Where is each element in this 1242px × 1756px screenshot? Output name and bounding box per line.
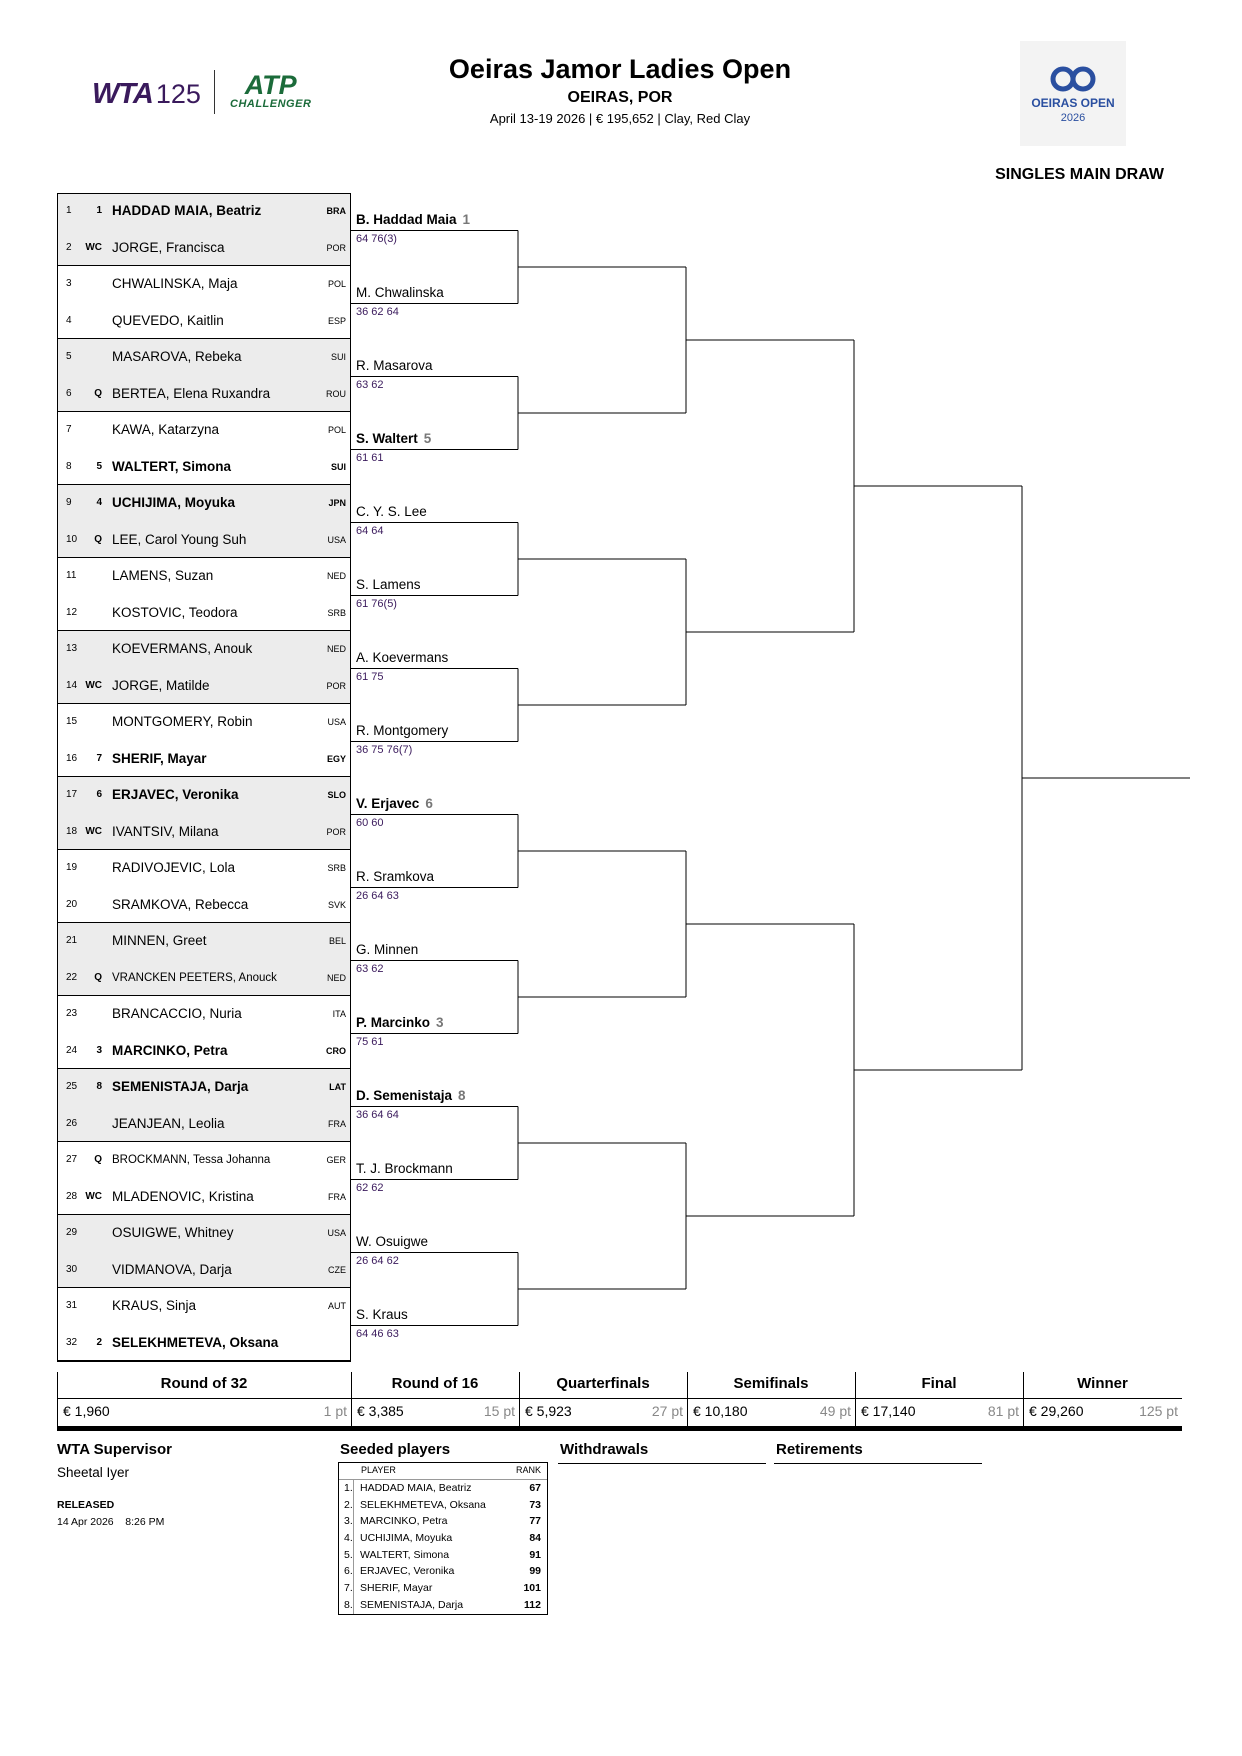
seed-player-name: MARCINKO, Petra [360, 1515, 448, 1528]
draw-position: 1 [66, 205, 72, 216]
prize-round-header: Final [921, 1375, 957, 1392]
draw-position: 14 [66, 679, 78, 691]
player-name: SHERIF, Mayar [112, 750, 207, 766]
prize-round-header: Semifinals [733, 1375, 809, 1392]
player-row [57, 960, 350, 997]
draw-position: 10 [66, 533, 78, 545]
player-nationality: USA [327, 534, 346, 545]
draw-position: 32 [66, 1336, 78, 1348]
player-name: MASAROVA, Rebeka [112, 349, 242, 364]
seeded-col-player: PLAYER [361, 1465, 396, 1475]
released-date: 14 Apr 2026 8:26 PM [57, 1516, 165, 1528]
player-name: JORGE, Matilde [112, 677, 210, 693]
draw-position: 28 [66, 1190, 78, 1202]
entry-status: Q [94, 533, 102, 545]
draw-position: 26 [66, 1117, 78, 1129]
seed-rank: 101 [523, 1582, 541, 1595]
prize-money: € 3,385 [357, 1403, 404, 1419]
entry-status: WC [85, 825, 102, 837]
r16-player-name: W. Osuigwe [356, 1233, 429, 1249]
draw-position: 5 [66, 351, 72, 362]
r16-seed: 3 [436, 1014, 444, 1030]
entry-status: Q [94, 971, 102, 983]
seeded-table-header [339, 1463, 547, 1480]
draw-position: 31 [66, 1300, 78, 1311]
player-nationality: SVK [327, 899, 346, 910]
draw-position: 9 [66, 497, 72, 508]
r16-score: 26 64 62 [356, 1254, 399, 1267]
prize-money: € 10,180 [693, 1403, 748, 1419]
draw-position: 13 [66, 643, 78, 654]
seed-row [339, 1563, 547, 1580]
entry-status: Q [94, 387, 102, 399]
draw-position: 19 [66, 862, 78, 873]
player-name: CHWALINSKA, Maja [112, 276, 238, 291]
r16-player [356, 431, 431, 446]
wta-logo-number: 125 [155, 79, 201, 109]
r16-player [356, 1015, 444, 1030]
seed-player-name: SEMENISTAJA, Darja [360, 1598, 464, 1611]
draw-position: 7 [66, 424, 72, 435]
player-row [57, 449, 350, 486]
player-name: SEMENISTAJA, Darja [112, 1079, 249, 1094]
seed-number: 1. [344, 1482, 353, 1494]
entry-status: WC [85, 1190, 102, 1202]
r16-player [356, 577, 421, 592]
player-row [57, 1106, 350, 1143]
prize-money: € 29,260 [1029, 1403, 1084, 1419]
player-name: SRAMKOVA, Rebecca [112, 896, 249, 912]
seed-number: 3. [344, 1515, 353, 1528]
prize-col-divider [855, 1372, 856, 1426]
seed-row [339, 1597, 547, 1614]
prize-col-divider [687, 1372, 688, 1426]
player-nationality: NED [326, 644, 346, 654]
seed-number: 7. [344, 1582, 353, 1595]
seed-player-name: HADDAD MAIA, Beatriz [360, 1482, 472, 1494]
r16-score: 26 64 63 [356, 889, 399, 902]
prize-money: € 1,960 [63, 1403, 110, 1419]
r16-seed: 6 [425, 795, 433, 811]
entry-status: 6 [96, 789, 102, 800]
player-nationality: SUI [330, 461, 346, 472]
prize-points: 81 pt [987, 1403, 1019, 1419]
player-nationality: BEL [328, 936, 346, 946]
seed-number: 2. [344, 1498, 353, 1511]
player-row [57, 1215, 350, 1252]
r16-player [356, 1161, 453, 1176]
supervisor-label: WTA Supervisor [57, 1441, 173, 1458]
player-name: IVANTSIV, Milana [112, 823, 219, 839]
player-nationality: USA [327, 1228, 346, 1238]
player-name: KRAUS, Sinja [112, 1298, 197, 1313]
player-nationality: NED [326, 972, 346, 983]
r16-score: 63 62 [356, 378, 384, 391]
player-row [57, 193, 350, 230]
retirements-underline [774, 1463, 982, 1464]
r16-player [356, 796, 433, 811]
player-row [57, 1325, 350, 1362]
player-row [57, 704, 350, 741]
supervisor-name: Sheetal Iyer [57, 1465, 130, 1480]
entry-status: 2 [96, 1336, 102, 1348]
player-name: MONTGOMERY, Robin [112, 714, 253, 729]
player-name: JORGE, Francisca [112, 239, 225, 255]
player-name: BROCKMANN, Tessa Johanna [112, 1154, 271, 1166]
draw-position: 23 [66, 1008, 78, 1019]
prize-round-header: Winner [1077, 1375, 1128, 1392]
draw-position: 20 [66, 898, 78, 910]
player-row [57, 887, 350, 924]
player-nationality: ITA [332, 1009, 346, 1019]
player-row [57, 1142, 350, 1179]
r16-player-name: D. Semenistaja [356, 1087, 453, 1103]
r16-player-name: R. Sramkova [356, 868, 435, 884]
r16-score: 75 61 [356, 1035, 384, 1048]
draw-position: 30 [66, 1263, 78, 1275]
player-nationality: POR [326, 680, 346, 691]
r16-player-name: S. Kraus [356, 1306, 408, 1322]
player-nationality: NED [326, 571, 346, 581]
seed-row [339, 1530, 547, 1547]
seed-player-name: UCHIJIMA, Moyuka [360, 1532, 453, 1545]
draw-position: 3 [66, 278, 72, 289]
player-name: MINNEN, Greet [112, 933, 207, 948]
player-name: SELEKHMETEVA, Oksana [112, 1334, 279, 1350]
entry-status: Q [94, 1154, 102, 1165]
player-name: VRANCKEN PEETERS, Anouck [112, 971, 277, 984]
r16-player [356, 1088, 466, 1103]
player-row [57, 522, 350, 559]
r16-seed: 8 [458, 1087, 466, 1103]
player-nationality: FRA [328, 1118, 346, 1129]
player-nationality: CRO [326, 1045, 346, 1056]
round32-list [57, 193, 350, 1361]
seed-rank: 112 [524, 1598, 541, 1611]
r16-score: 64 64 [356, 524, 384, 537]
player-row [57, 339, 350, 376]
player-name: HADDAD MAIA, Beatriz [112, 203, 262, 218]
r16-player-name: A. Koevermans [356, 649, 449, 665]
seed-row [339, 1497, 547, 1514]
logo-divider [214, 70, 215, 114]
withdrawals-underline [558, 1463, 766, 1464]
player-name: WALTERT, Simona [112, 458, 232, 474]
r16-player-name: V. Erjavec [356, 795, 420, 811]
prize-points: 1 pt [323, 1403, 347, 1419]
player-row [57, 230, 350, 267]
draw-position: 21 [66, 935, 78, 946]
player-nationality: JPN [328, 498, 346, 508]
r16-score: 36 75 76(7) [356, 743, 413, 756]
prize-money: € 5,923 [525, 1403, 572, 1419]
player-name: VIDMANOVA, Darja [112, 1261, 232, 1277]
r16-score: 64 46 63 [356, 1327, 399, 1340]
player-name: LEE, Carol Young Suh [112, 531, 247, 547]
entry-status: 7 [96, 752, 102, 764]
prize-header-line [57, 1398, 1182, 1399]
withdrawals-label: Withdrawals [560, 1441, 649, 1458]
prize-round-header: Round of 32 [160, 1375, 248, 1392]
player-name: MLADENOVIC, Kristina [112, 1188, 254, 1204]
entry-status: 5 [96, 460, 102, 472]
player-name: BERTEA, Elena Ruxandra [112, 385, 271, 401]
player-nationality: SLO [327, 790, 346, 800]
prize-points: 49 pt [819, 1403, 851, 1419]
player-row [57, 485, 350, 522]
seed-row [339, 1547, 547, 1564]
r16-player-name: S. Waltert [356, 430, 418, 446]
r16-score: 61 75 [356, 670, 384, 683]
draw-position: 16 [66, 752, 78, 764]
player-row [57, 1069, 350, 1106]
seed-number: 8. [344, 1598, 353, 1611]
prize-points: 15 pt [483, 1403, 515, 1419]
prize-col-divider [351, 1372, 352, 1426]
player-row [57, 814, 350, 851]
prize-divider [57, 1426, 1182, 1431]
seeded-table [338, 1462, 548, 1615]
player-row [57, 303, 350, 340]
player-nationality: SRB [327, 863, 346, 873]
r16-score: 61 76(5) [356, 597, 397, 610]
player-nationality: ROU [326, 388, 346, 399]
r16-player [356, 942, 418, 957]
r16-score: 36 62 64 [356, 305, 399, 318]
wta-logo-text: WTA [92, 78, 153, 110]
seed-player-name: SELEKHMETEVA, Oksana [360, 1498, 486, 1511]
draw-position: 11 [66, 570, 77, 581]
r16-score: 36 64 64 [356, 1108, 399, 1121]
r16-player [356, 212, 470, 227]
tournament-info: April 13-19 2026 | € 195,652 | Clay, Red Clay [489, 111, 751, 126]
player-nationality: ESP [327, 315, 346, 326]
player-nationality: GER [326, 1155, 346, 1165]
player-name: UCHIJIMA, Moyuka [112, 495, 236, 510]
entry-status: WC [85, 679, 102, 691]
oeiras-open-logo [1020, 41, 1126, 146]
draw-position: 24 [66, 1044, 78, 1056]
player-name: BRANCACCIO, Nuria [112, 1006, 242, 1021]
event-logo-year: 2026 [1060, 112, 1086, 124]
player-row [57, 1252, 350, 1289]
seed-rank: 91 [529, 1548, 541, 1561]
wta-125-logo [92, 78, 201, 111]
player-nationality: POL [327, 425, 346, 435]
player-name: RADIVOJEVIC, Lola [112, 860, 236, 875]
player-row [57, 668, 350, 705]
player-row [57, 923, 350, 960]
prize-points: 125 pt [1139, 1403, 1178, 1419]
entry-status: 8 [96, 1081, 102, 1092]
draw-position: 12 [66, 606, 78, 618]
event-logo-text: OEIRAS OPEN [1031, 96, 1115, 110]
seed-rank: 73 [529, 1498, 541, 1511]
infinity-icon [1020, 41, 1126, 96]
prize-round-header: Quarterfinals [556, 1375, 650, 1392]
seed-rank: 84 [529, 1532, 541, 1545]
r16-score: 64 76(3) [356, 232, 397, 245]
r16-player-name: B. Haddad Maia [356, 211, 457, 227]
retirements-label: Retirements [776, 1441, 863, 1458]
r16-score: 63 62 [356, 962, 384, 975]
r16-player-name: T. J. Brockmann [356, 1160, 453, 1176]
r16-player-name: M. Chwalinska [356, 284, 444, 300]
player-name: KOSTOVIC, Teodora [112, 604, 238, 620]
draw-position: 25 [66, 1081, 78, 1092]
player-nationality: POR [326, 242, 346, 253]
player-row [57, 1033, 350, 1070]
player-row [57, 1288, 350, 1325]
player-nationality: BRA [326, 206, 346, 216]
player-nationality: LAT [329, 1082, 346, 1092]
seed-row [339, 1480, 547, 1497]
draw-position: 29 [66, 1227, 78, 1238]
seed-number-divider [353, 1480, 354, 1614]
player-row [57, 1179, 350, 1216]
player-name: ERJAVEC, Veronika [112, 787, 239, 802]
r16-player-name: P. Marcinko [356, 1014, 431, 1030]
player-row [57, 376, 350, 413]
player-nationality: FRA [328, 1191, 346, 1202]
player-row [57, 996, 350, 1033]
r16-score: 62 62 [356, 1181, 384, 1194]
entry-status: WC [85, 241, 102, 253]
draw-position: 17 [66, 789, 78, 800]
atp-logo-sub: CHALLENGER [230, 98, 312, 110]
r16-player-name: S. Lamens [356, 576, 421, 592]
seed-row [339, 1513, 547, 1530]
seeded-label: Seeded players [340, 1441, 451, 1458]
prize-money: € 17,140 [861, 1403, 916, 1419]
player-nationality: EGY [326, 753, 346, 764]
player-nationality: SUI [330, 352, 346, 362]
tournament-location: OEIRAS, POR [567, 89, 673, 106]
draw-position: 6 [66, 387, 72, 399]
r16-player [356, 285, 444, 300]
draw-position: 22 [66, 971, 78, 983]
draw-position: 8 [66, 460, 72, 472]
r16-player-name: R. Masarova [356, 357, 433, 373]
r16-player [356, 1307, 408, 1322]
r16-player [356, 650, 448, 665]
seed-number: 5. [344, 1548, 353, 1561]
player-row [57, 558, 350, 595]
player-name: OSUIGWE, Whitney [112, 1225, 234, 1240]
r16-player [356, 723, 448, 738]
seed-player-name: SHERIF, Mayar [360, 1582, 433, 1595]
r16-player [356, 358, 433, 373]
r16-seed: 1 [462, 211, 471, 227]
player-name: QUEVEDO, Kaitlin [112, 312, 224, 328]
seed-player-name: ERJAVEC, Veronika [360, 1565, 455, 1578]
r16-player [356, 504, 427, 519]
seed-row [339, 1580, 547, 1597]
player-row [57, 741, 350, 778]
r16-player [356, 1234, 428, 1249]
seeded-col-rank: RANK [515, 1465, 541, 1475]
released-label: RELEASED [57, 1499, 115, 1511]
prize-col-divider [1023, 1372, 1024, 1426]
player-name: MARCINKO, Petra [112, 1042, 228, 1058]
entry-status: 4 [96, 497, 102, 508]
player-nationality: POR [326, 826, 346, 837]
seeded-rows [339, 1480, 547, 1614]
entry-status: 3 [96, 1044, 102, 1056]
r16-score: 61 61 [356, 451, 384, 464]
draw-position: 15 [66, 716, 78, 727]
prize-col-divider [519, 1372, 520, 1426]
player-name: JEANJEAN, Leolia [112, 1115, 225, 1131]
player-name: KOEVERMANS, Anouk [112, 641, 253, 656]
player-row [57, 266, 350, 303]
prize-left-border [57, 1372, 58, 1426]
seed-number: 6. [344, 1565, 353, 1578]
seed-rank: 77 [529, 1515, 541, 1528]
draw-label: SINGLES MAIN DRAW [995, 166, 1164, 183]
player-name: LAMENS, Suzan [112, 568, 214, 583]
player-nationality: AUT [328, 1301, 346, 1311]
tournament-title: Oeiras Jamor Ladies Open [448, 54, 792, 84]
player-row [57, 595, 350, 632]
player-nationality: CZE [328, 1264, 346, 1275]
player-nationality: USA [327, 717, 346, 727]
entry-status: 1 [96, 205, 102, 216]
seed-rank: 67 [529, 1482, 541, 1494]
prize-points: 27 pt [651, 1403, 683, 1419]
draw-position: 27 [66, 1154, 78, 1165]
draw-position: 4 [66, 314, 72, 326]
player-nationality: SRB [327, 607, 346, 618]
prize-round-header: Round of 16 [391, 1375, 479, 1392]
draw-position: 2 [66, 241, 72, 253]
player-row [57, 412, 350, 449]
atp-logo-text: ATP [244, 70, 297, 100]
draw-position: 18 [66, 825, 78, 837]
r16-player [356, 869, 434, 884]
r16-score: 60 60 [356, 816, 384, 829]
player-row [57, 777, 350, 814]
r16-seed: 5 [423, 430, 432, 446]
player-name: KAWA, Katarzyna [112, 422, 220, 437]
seed-rank: 99 [529, 1565, 541, 1578]
seed-number: 4. [344, 1532, 353, 1545]
r16-player-name: C. Y. S. Lee [356, 503, 427, 519]
r16-player-name: R. Montgomery [356, 722, 449, 738]
seed-player-name: WALTERT, Simona [360, 1548, 450, 1561]
player-nationality: POL [327, 279, 346, 289]
player-row [57, 850, 350, 887]
r16-player-name: G. Minnen [356, 941, 419, 957]
player-row [57, 631, 350, 668]
